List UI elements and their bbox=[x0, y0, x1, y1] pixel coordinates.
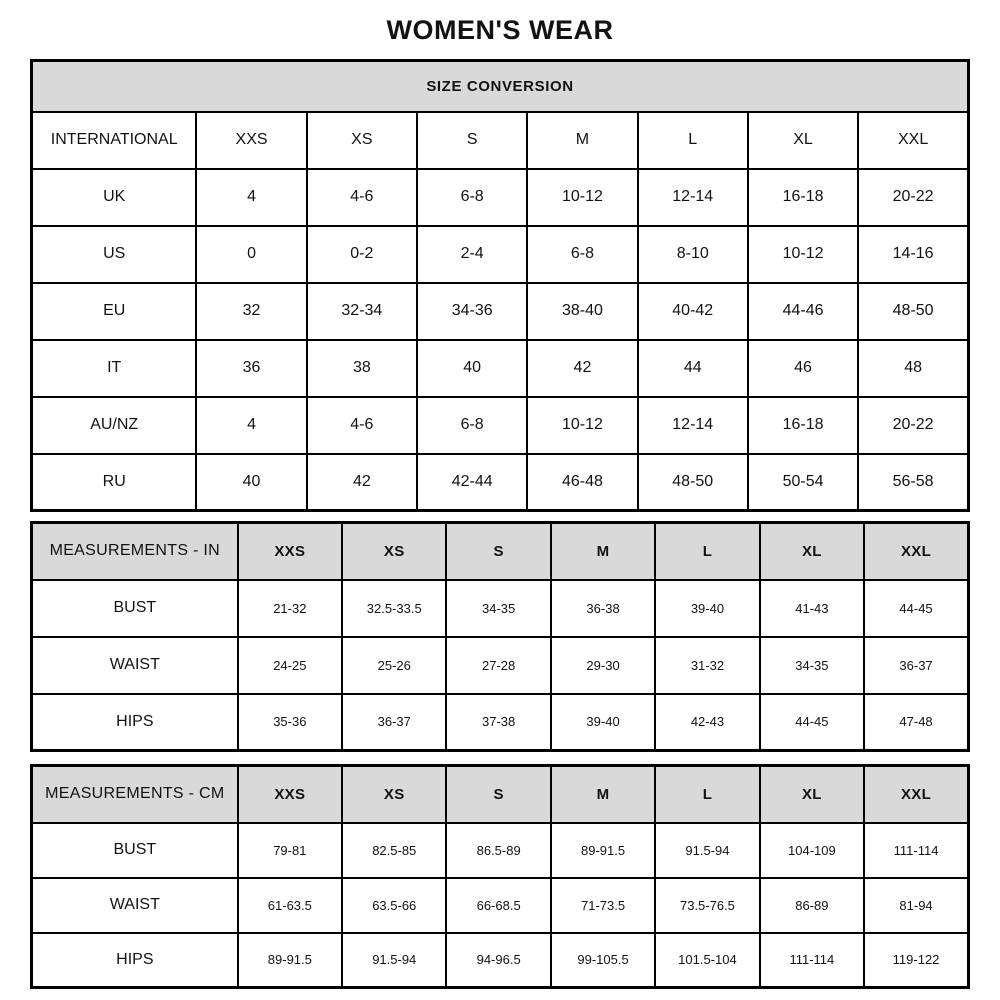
table-row bbox=[32, 580, 969, 637]
header-cell: S bbox=[446, 766, 550, 823]
value-cell: 101.5-104 bbox=[655, 933, 759, 988]
header-cell: L bbox=[638, 112, 748, 169]
value-cell: 86-89 bbox=[760, 878, 864, 933]
value-cell: 0-2 bbox=[307, 226, 417, 283]
row-label-cell: HIPS bbox=[32, 933, 238, 988]
value-cell: 39-40 bbox=[655, 580, 759, 637]
value-cell: 21-32 bbox=[238, 580, 342, 637]
value-cell: 66-68.5 bbox=[446, 878, 550, 933]
value-cell: 4-6 bbox=[307, 169, 417, 226]
value-cell: 36 bbox=[196, 340, 306, 397]
value-cell: 104-109 bbox=[760, 823, 864, 878]
value-cell: 8-10 bbox=[638, 226, 748, 283]
value-cell: 111-114 bbox=[864, 823, 968, 878]
table-row bbox=[32, 226, 969, 283]
row-label-cell: US bbox=[32, 226, 197, 283]
header-label-cell: INTERNATIONAL bbox=[32, 112, 197, 169]
row-label-cell: AU/NZ bbox=[32, 397, 197, 454]
header-cell: XXL bbox=[864, 766, 968, 823]
row-label-cell: RU bbox=[32, 454, 197, 511]
value-cell: 31-32 bbox=[655, 637, 759, 694]
size-conversion-table bbox=[30, 59, 970, 512]
value-cell: 34-36 bbox=[417, 283, 527, 340]
value-cell: 48-50 bbox=[638, 454, 748, 511]
row-label-cell: UK bbox=[32, 169, 197, 226]
value-cell: 36-38 bbox=[551, 580, 655, 637]
header-cell: M bbox=[551, 766, 655, 823]
table-row bbox=[32, 933, 969, 988]
header-label-cell: MEASUREMENTS - CM bbox=[32, 766, 238, 823]
table-header-row bbox=[32, 766, 969, 823]
value-cell: 42 bbox=[527, 340, 637, 397]
value-cell: 50-54 bbox=[748, 454, 858, 511]
header-cell: XXL bbox=[858, 112, 968, 169]
page-title: WOMEN'S WEAR bbox=[386, 15, 614, 45]
table-row bbox=[32, 397, 969, 454]
value-cell: 56-58 bbox=[858, 454, 968, 511]
value-cell: 38 bbox=[307, 340, 417, 397]
value-cell: 94-96.5 bbox=[446, 933, 550, 988]
value-cell: 73.5-76.5 bbox=[655, 878, 759, 933]
header-cell: XL bbox=[760, 766, 864, 823]
value-cell: 6-8 bbox=[527, 226, 637, 283]
row-label-cell: WAIST bbox=[32, 878, 238, 933]
header-cell: S bbox=[446, 523, 550, 580]
header-cell: XXL bbox=[864, 523, 968, 580]
value-cell: 82.5-85 bbox=[342, 823, 446, 878]
value-cell: 91.5-94 bbox=[342, 933, 446, 988]
value-cell: 25-26 bbox=[342, 637, 446, 694]
header-cell: M bbox=[527, 112, 637, 169]
value-cell: 47-48 bbox=[864, 694, 968, 751]
header-cell: XL bbox=[748, 112, 858, 169]
header-cell: S bbox=[417, 112, 527, 169]
value-cell: 34-35 bbox=[446, 580, 550, 637]
table-row bbox=[32, 169, 969, 226]
header-cell: XXS bbox=[196, 112, 306, 169]
table-row bbox=[32, 454, 969, 511]
header-cell: XXS bbox=[238, 766, 342, 823]
value-cell: 86.5-89 bbox=[446, 823, 550, 878]
row-label-cell: BUST bbox=[32, 823, 238, 878]
value-cell: 40 bbox=[196, 454, 306, 511]
value-cell: 89-91.5 bbox=[551, 823, 655, 878]
row-label-cell: HIPS bbox=[32, 694, 238, 751]
header-cell: XS bbox=[342, 766, 446, 823]
value-cell: 63.5-66 bbox=[342, 878, 446, 933]
value-cell: 12-14 bbox=[638, 397, 748, 454]
value-cell: 61-63.5 bbox=[238, 878, 342, 933]
value-cell: 41-43 bbox=[760, 580, 864, 637]
header-cell: XXS bbox=[238, 523, 342, 580]
value-cell: 42-43 bbox=[655, 694, 759, 751]
header-cell: L bbox=[655, 766, 759, 823]
value-cell: 10-12 bbox=[527, 169, 637, 226]
value-cell: 42-44 bbox=[417, 454, 527, 511]
value-cell: 14-16 bbox=[858, 226, 968, 283]
value-cell: 2-4 bbox=[417, 226, 527, 283]
table-row bbox=[32, 340, 969, 397]
value-cell: 46-48 bbox=[527, 454, 637, 511]
table-banner: SIZE CONVERSION bbox=[32, 61, 969, 112]
row-label-cell: BUST bbox=[32, 580, 238, 637]
value-cell: 42 bbox=[307, 454, 417, 511]
value-cell: 10-12 bbox=[748, 226, 858, 283]
value-cell: 4 bbox=[196, 397, 306, 454]
value-cell: 38-40 bbox=[527, 283, 637, 340]
value-cell: 89-91.5 bbox=[238, 933, 342, 988]
header-cell: XS bbox=[307, 112, 417, 169]
header-cell: XL bbox=[760, 523, 864, 580]
value-cell: 44 bbox=[638, 340, 748, 397]
value-cell: 16-18 bbox=[748, 169, 858, 226]
value-cell: 91.5-94 bbox=[655, 823, 759, 878]
value-cell: 111-114 bbox=[760, 933, 864, 988]
row-label-cell: WAIST bbox=[32, 637, 238, 694]
value-cell: 44-46 bbox=[748, 283, 858, 340]
value-cell: 40 bbox=[417, 340, 527, 397]
value-cell: 27-28 bbox=[446, 637, 550, 694]
value-cell: 37-38 bbox=[446, 694, 550, 751]
header-cell: L bbox=[655, 523, 759, 580]
value-cell: 20-22 bbox=[858, 397, 968, 454]
value-cell: 36-37 bbox=[342, 694, 446, 751]
value-cell: 24-25 bbox=[238, 637, 342, 694]
header-cell: XS bbox=[342, 523, 446, 580]
row-label-cell: EU bbox=[32, 283, 197, 340]
value-cell: 6-8 bbox=[417, 397, 527, 454]
table-banner-row bbox=[32, 61, 969, 112]
value-cell: 10-12 bbox=[527, 397, 637, 454]
value-cell: 4-6 bbox=[307, 397, 417, 454]
table-header-row bbox=[32, 523, 969, 580]
header-cell: M bbox=[551, 523, 655, 580]
value-cell: 6-8 bbox=[417, 169, 527, 226]
value-cell: 99-105.5 bbox=[551, 933, 655, 988]
table-row bbox=[32, 637, 969, 694]
measurements-in-table bbox=[30, 521, 970, 752]
value-cell: 29-30 bbox=[551, 637, 655, 694]
value-cell: 16-18 bbox=[748, 397, 858, 454]
table-row bbox=[32, 823, 969, 878]
value-cell: 12-14 bbox=[638, 169, 748, 226]
value-cell: 44-45 bbox=[864, 580, 968, 637]
table-header-row bbox=[32, 112, 969, 169]
value-cell: 4 bbox=[196, 169, 306, 226]
value-cell: 119-122 bbox=[864, 933, 968, 988]
value-cell: 81-94 bbox=[864, 878, 968, 933]
value-cell: 36-37 bbox=[864, 637, 968, 694]
value-cell: 20-22 bbox=[858, 169, 968, 226]
header-label-cell: MEASUREMENTS - IN bbox=[32, 523, 238, 580]
value-cell: 44-45 bbox=[760, 694, 864, 751]
value-cell: 40-42 bbox=[638, 283, 748, 340]
value-cell: 46 bbox=[748, 340, 858, 397]
row-label-cell: IT bbox=[32, 340, 197, 397]
value-cell: 79-81 bbox=[238, 823, 342, 878]
value-cell: 32.5-33.5 bbox=[342, 580, 446, 637]
table-row bbox=[32, 283, 969, 340]
value-cell: 48 bbox=[858, 340, 968, 397]
value-cell: 32 bbox=[196, 283, 306, 340]
value-cell: 32-34 bbox=[307, 283, 417, 340]
measurements-cm-table bbox=[30, 764, 970, 989]
value-cell: 34-35 bbox=[760, 637, 864, 694]
value-cell: 39-40 bbox=[551, 694, 655, 751]
value-cell: 35-36 bbox=[238, 694, 342, 751]
value-cell: 0 bbox=[196, 226, 306, 283]
value-cell: 48-50 bbox=[858, 283, 968, 340]
value-cell: 71-73.5 bbox=[551, 878, 655, 933]
table-row bbox=[32, 694, 969, 751]
table-row bbox=[32, 878, 969, 933]
